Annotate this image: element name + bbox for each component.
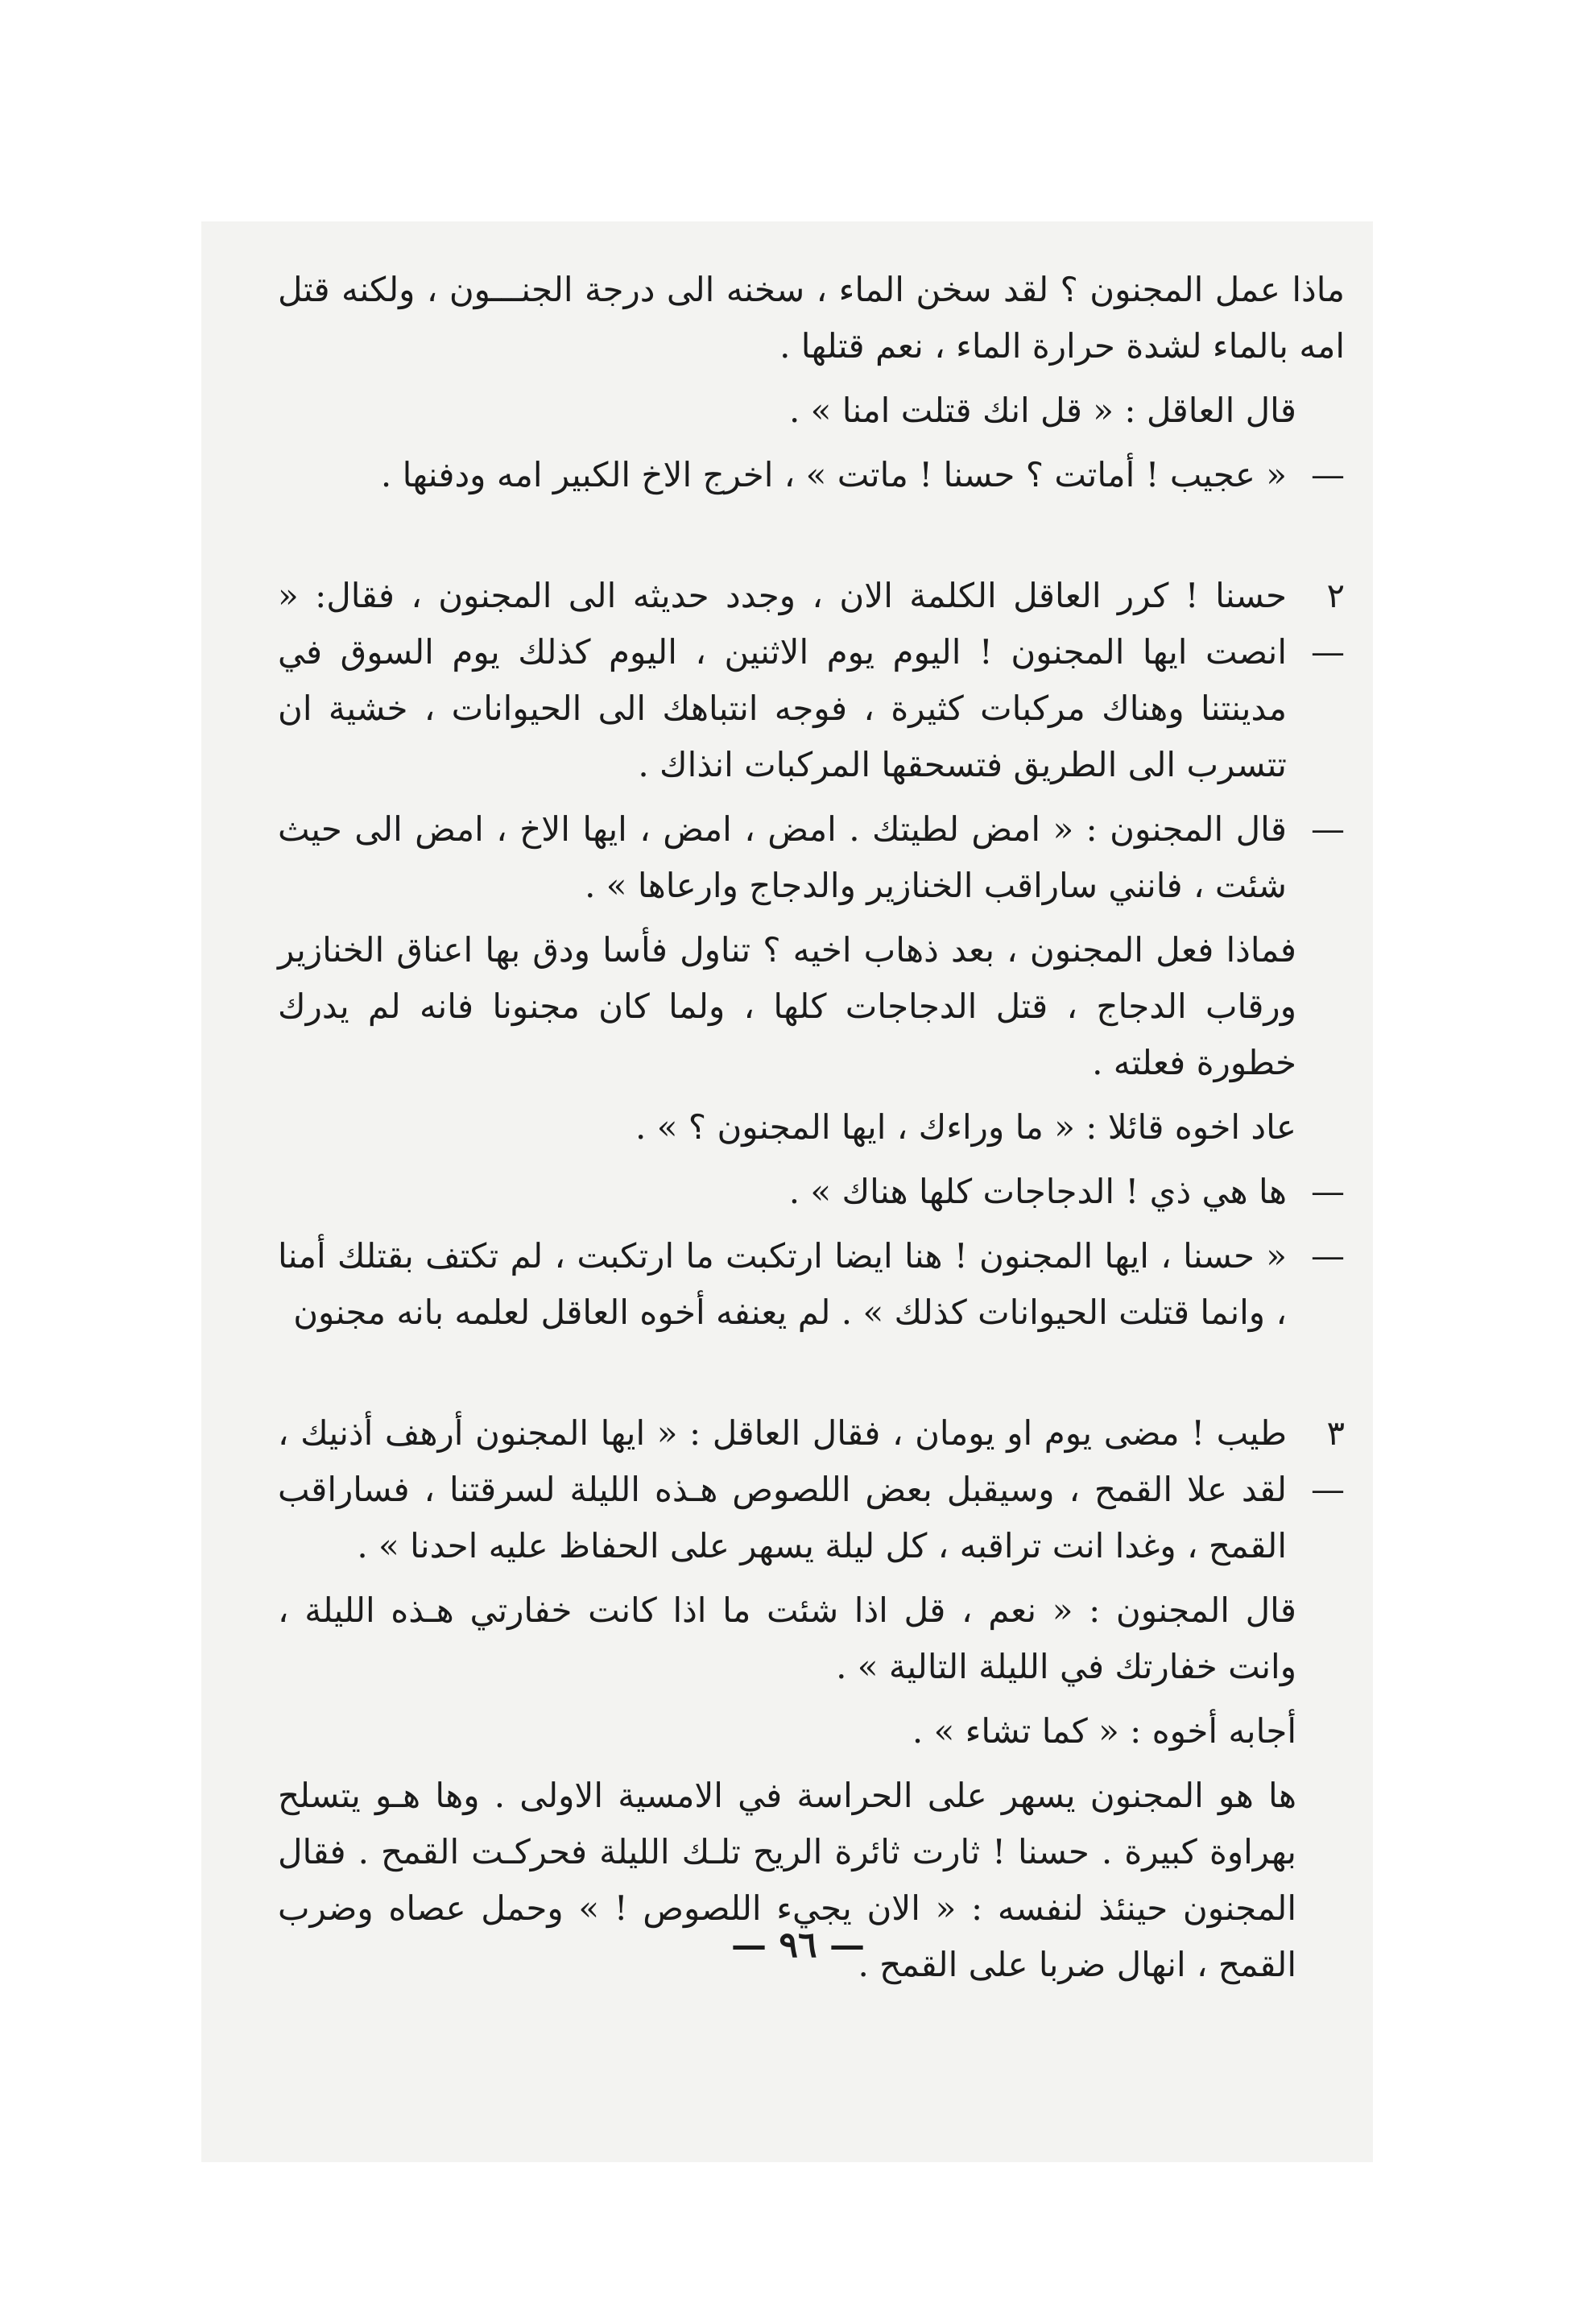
- section-number: ٢ —: [1311, 576, 1345, 672]
- section-1: [278, 262, 1345, 503]
- paragraph: عاد اخوه قائلا : « ما وراءك ، ايها المجنون ؟ » .: [635, 1107, 1296, 1147]
- dialogue-line: [278, 801, 1345, 914]
- dash-marker: —: [1311, 809, 1345, 849]
- section-3: [278, 1405, 1345, 1993]
- page-number: — ٩٦ —: [731, 1925, 865, 1966]
- numbered-paragraph: [278, 568, 1345, 793]
- section-number: ٣ —: [1311, 1413, 1345, 1509]
- section-gap: [278, 1341, 1345, 1405]
- paragraph: « حسنا ، ايها المجنون ! هنا ايضا ارتكبت ما ارتكبت ، لم تكتف بقتلك أمنا ، وانما قتلت الحيوانات كذلك » . لم يعنفه أخوه العاقل لعلمه بانه مجنون: [278, 1236, 1287, 1332]
- dialogue-line: [278, 1164, 1345, 1220]
- paragraph: أجابه أخوه : « كما تشاء » .: [912, 1711, 1296, 1751]
- page-body: [278, 262, 1345, 1993]
- section-2: [278, 568, 1345, 1341]
- section-gap: [278, 503, 1345, 568]
- dash-marker: —: [1311, 1172, 1345, 1211]
- numbered-paragraph: [278, 1405, 1345, 1574]
- paragraph: ها هو المجنون يسهر على الحراسة في الامسية الاولى . وها هـو يتسلح بهراوة كبيرة . حسنا ! ثارت ثائرة الريح تلـك الليلة فحركـت القمح . فقال المجنون حينئذ لنفسه : « الان يجيء اللصوص ! » وحمل عصاه وضرب القمح ، انهال ضربا على القمح .: [278, 1776, 1296, 1984]
- paragraph: فماذا فعل المجنون ، بعد ذهاب اخيه ؟ تناول فأسا ودق بها اعناق الخنازير ورقاب الدجاج ، قتل الدجاجات كلها ، ولما كان مجنونا فانه لم يدرك خطورة فعلته .: [278, 930, 1296, 1082]
- dialogue-line: [278, 447, 1345, 503]
- paragraph: قال المجنون : « نعم ، قل اذا شئت ما اذا كانت خفارتي هـذه الليلة ، وانت خفارتك في الليلة التالية » .: [278, 1590, 1296, 1686]
- paragraph: ماذا عمل المجنون ؟ لقد سخن الماء ، سخنه الى درجة الجنـــون ، ولكنه قتل امه بالماء لشدة حرارة الماء ، نعم قتلها .: [278, 270, 1345, 366]
- paragraph: قال العاقل : « قل انك قتلت امنا » .: [788, 391, 1296, 430]
- dash-marker: —: [1311, 1236, 1345, 1276]
- dialogue-line: [278, 1228, 1345, 1341]
- paragraph: طيب ! مضى يوم او يومان ، فقال العاقل : « ايها المجنون أرهف أذنيك ، لقد علا القمح ، وسيقبل بعض اللصوص هـذه الليلة لسرقتنا ، فساراقب القمح ، وغدا انت تراقبه ، كل ليلة يسهر على الحفاظ عليه احدنا » .: [278, 1413, 1287, 1565]
- paragraph: حسنا ! كرر العاقل الكلمة الان ، وجدد حديثه الى المجنون ، فقال: « انصت ايها المجنون ! اليوم يوم الاثنين ، اليوم كذلك يوم السوق في مدينتنا وهناك مركبات كثيرة ، فوجه انتباهك الى الحيوانات ، خشية ان تتسرب الى الطريق فتسحقها المركبات انذاك .: [278, 576, 1287, 784]
- dash-marker: —: [1311, 455, 1345, 494]
- paragraph: ها هي ذي ! الدجاجات كلها هناك » .: [788, 1172, 1287, 1211]
- paragraph: قال المجنون : « امض لطيتك . امض ، امض ، ايها الاخ ، امض الى حيث شئت ، فانني ساراقب الخنازير والدجاج وارعاها » .: [278, 809, 1287, 905]
- paragraph: « عجيب ! أماتت ؟ حسنا ! ماتت » ، اخرج الاخ الكبير امه ودفنها .: [380, 455, 1287, 494]
